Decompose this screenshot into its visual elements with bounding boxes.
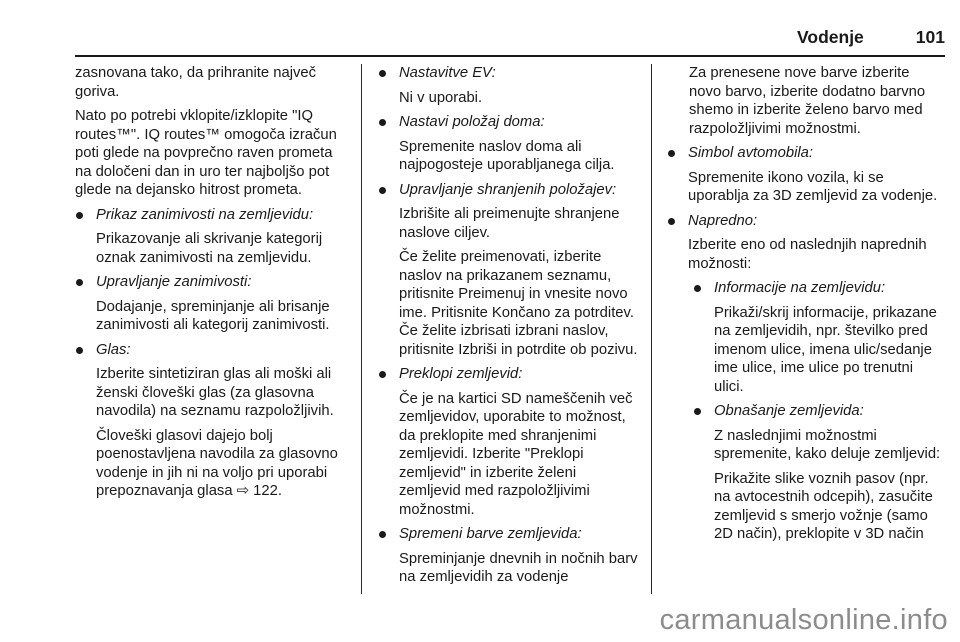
item-label: Obnašanje zemljevida: [714, 403, 864, 419]
bullet-dot [668, 218, 675, 225]
list-item-body [399, 181, 639, 360]
list-item-body [688, 144, 945, 206]
bullet-dot [76, 212, 83, 219]
page-title: Vodenje [797, 27, 864, 47]
item-paragraph: Spremenite ikono vozila, ki se uporablja za 3D zemljevid za vodenje. [688, 169, 938, 204]
bullet-dot [694, 285, 701, 292]
item-paragraph: Izberite sintetiziran glas ali moški ali ženski človeški glas (za glasovna navodila) na seznamu razpoložljivih. [96, 366, 334, 419]
page-number: 101 [915, 27, 945, 47]
bullet-dot [379, 187, 386, 194]
item-paragraph: Prikazovanje ali skrivanje kategorij oznak zanimivosti na zemljevidu. [96, 231, 323, 266]
list-item-body [399, 64, 639, 107]
item-paragraph: Če je na kartici SD nameščenih več zemljevidov, uporabite to možnost, da preklopite med shranjenimi zemljevidi. Izberite "Preklopi zemljevid" in izberite želeni zemljevid med razpoložljivimi možnostmi. [399, 390, 633, 518]
item-label: Upravljanje zanimivosti: [96, 274, 252, 290]
item-label: Informacije na zemljevidu: [714, 280, 886, 296]
item-paragraph: Če želite preimenovati, izberite naslov na prikazanem seznamu, pritisnite Preimenuj in vnesite novo ime. Pritisnite Končano za potrditev. Če želite izbrisati izbrani naslov, pritisnite Izbriši in potrdite ob pozivu. [399, 249, 638, 358]
item-paragraph: Prikaži/skrij informacije, prikazane na zemljevidih, npr. številko pred imenom ulice, imena ulic/sedanje ime ulice, ime ulice po trenutni ulici. [714, 304, 937, 395]
list-item [378, 64, 639, 107]
item-paragraph: Izberite eno od naslednjih naprednih možnosti: [688, 237, 927, 272]
text-column-2 [362, 64, 651, 614]
body-paragraph: Nato po potrebi vklopite/izklopite "IQ routes™". IQ routes™ omogoča izračun poti glede na povprečno raven prometa na določeni dan in uro ter najboljšo pot glede na dejansko hitrost prometa. [75, 108, 337, 198]
list-item-body [714, 279, 945, 396]
list-item [378, 525, 639, 587]
item-paragraph: Ni v uporabi. [399, 89, 483, 106]
list-item [378, 113, 639, 175]
list-item-body [688, 212, 945, 274]
list-item [667, 144, 945, 206]
watermark: carmanualsonline.info [659, 604, 948, 636]
item-label: Simbol avtomobila: [688, 145, 814, 161]
bullet-dot [694, 408, 701, 415]
bullet-dot [76, 279, 83, 286]
item-paragraph: Prikažite slike voznih pasov (npr. na avtocestnih odcepih), zasučite zemljevid s smerjo vožnje (samo 2D način), preklopite v 3D način [714, 470, 933, 542]
item-label: Prikaz zanimivosti na zemljevidu: [96, 206, 314, 223]
header-rule [75, 55, 945, 57]
bullet-dot [379, 371, 386, 378]
item-label: Upravljanje shranjenih položajev: [399, 181, 617, 198]
text-column-3 [652, 64, 945, 614]
list-item [378, 181, 639, 360]
list-item-body [96, 341, 347, 501]
list-item [75, 273, 347, 335]
item-paragraph: Človeški glasovi dajejo bolj poenostavljena navodila za glasovno vodenje in jih ni na voljo pri uporabi prepoznavanja glasa ⇨ 122. [96, 427, 338, 499]
item-paragraph: Dodajanje, spreminjanje ali brisanje zanimivosti ali kategorij zanimivosti. [96, 298, 330, 333]
body-paragraph: Za prenesene nove barve izberite novo barvo, izberite dodatno barvno shemo in izberite želeno barvo med razpoložljivimi možnostmi. [689, 65, 926, 137]
item-label: Preklopi zemljevid: [399, 366, 523, 382]
item-paragraph: Izbrišite ali preimenujte shranjene naslove ciljev. [399, 206, 620, 241]
list-item-body [399, 525, 639, 587]
list-item [667, 212, 945, 274]
sub-list-item [693, 279, 945, 396]
list-item [75, 206, 347, 268]
text-column-1 [75, 64, 361, 614]
sub-list-item [693, 402, 945, 544]
list-item-body [399, 113, 639, 175]
item-label: Spremeni barve zemljevida: [399, 526, 582, 542]
item-label: Nastavi položaj doma: [399, 114, 545, 130]
list-item [378, 365, 639, 519]
item-label: Napredno: [688, 212, 758, 229]
item-paragraph: Z naslednjimi možnostmi spremenite, kako deluje zemljevid: [714, 427, 941, 462]
body-paragraph: zasnovana tako, da prihranite največ goriva. [75, 65, 317, 100]
page-header [75, 27, 945, 48]
item-label: Glas: [96, 341, 131, 358]
list-item-body [96, 206, 347, 268]
content-columns [75, 64, 945, 614]
list-item-body [399, 365, 639, 519]
list-item [75, 341, 347, 501]
bullet-dot [379, 70, 386, 77]
list-item-body [96, 273, 347, 335]
list-item-body [714, 402, 945, 544]
item-label: Nastavitve EV: [399, 65, 496, 81]
item-paragraph: Spremenite naslov doma ali najpogosteje uporabljanega cilja. [399, 138, 615, 173]
item-paragraph: Spreminjanje dnevnih in nočnih barv na zemljevidih za vodenje [399, 550, 638, 585]
bullet-dot [668, 150, 675, 157]
bullet-dot [76, 347, 83, 354]
bullet-dot [379, 119, 386, 126]
bullet-dot [379, 531, 386, 538]
